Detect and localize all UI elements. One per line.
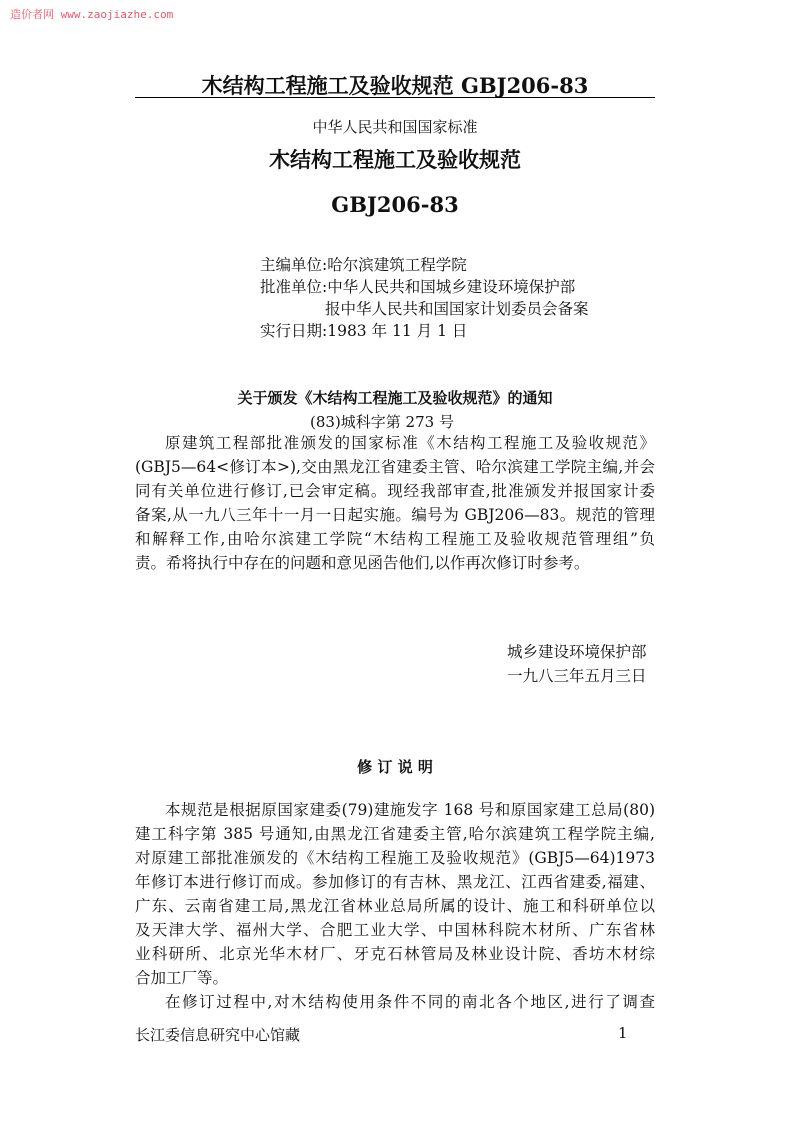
signature-org: 城乡建设环境保护部 [507,643,647,661]
footer-library: 长江委信息研究中心馆藏 [135,1026,301,1044]
effective-date: 实行日期:1983 年 11 月 1 日 [260,322,468,340]
document-code: GBJ206-83 [331,192,459,217]
notice-number: (83)城科字第 273 号 [310,413,454,431]
revision-line: 业科研所、北京光华木材厂、牙克石林管局及林业设计院、香坊木材综 [135,945,655,963]
notice-line: 原建筑工程部批准颁发的国家标准《木结构工程施工及验收规范》 [165,434,655,452]
revision-line: 广东、云南省建工局,黑龙江省林业总局所属的设计、施工和科研单位以 [135,897,655,915]
notice-line: (GBJ5—64<修订本>),交由黑龙江省建委主管、哈尔滨建工学院主编,并会 [135,458,655,476]
notice-line: 同有关单位进行修订,已会审定稿。现经我部审查,批准颁发并报国家计委 [135,482,655,500]
revision-line: 及天津大学、福州大学、合肥工业大学、中国林科院木材所、广东省林 [135,921,655,939]
revision-line: 建工科字第 385 号通知,由黑龙江省建委主管,哈尔滨建筑工程学院主编, [135,825,655,843]
notice-line: 和解释工作,由哈尔滨建工学院“木结构工程施工及验收规范管理组”负 [135,530,655,548]
approver-unit: 批准单位:中华人民共和国城乡建设环境保护部 [260,278,576,296]
national-standard-label: 中华人民共和国国家标准 [312,118,478,136]
signature-date: 一九八三年五月三日 [507,667,647,685]
revision-line: 在修订过程中,对木结构使用条件不同的南北各个地区,进行了调查 [165,993,655,1011]
revision-line: 年修订本进行修订而成。参加修订的有吉林、黑龙江、江西省建委,福建、 [135,873,655,891]
document-title: 木结构工程施工及验收规范 [269,147,521,172]
revision-line: 合加工厂等。 [135,969,229,987]
revision-title: 修 订 说 明 [357,758,433,776]
header-rule [135,97,655,98]
notice-line: 备案,从一九八三年十一月一日起实施。编号为 GBJ206—83。规范的管理 [135,506,655,524]
watermark: 造价者网 www.zaojiazhe.com [10,8,174,21]
editor-unit: 主编单位:哈尔滨建筑工程学院 [260,256,467,274]
notice-line: 责。希将执行中存在的问题和意见函告他们,以作再次修订时参考。 [135,554,590,572]
revision-line: 本规范是根据原国家建委(79)建施发字 168 号和原国家建工总局(80) [165,801,655,819]
notice-title: 关于颁发《木结构工程施工及验收规范》的通知 [237,389,553,407]
header-title: 木结构工程施工及验收规范 GBJ206-83 [201,73,589,98]
page-number: 1 [618,1024,628,1042]
revision-line: 对原建工部批准颁发的《木结构工程施工及验收规范》(GBJ5—64)1973 [135,849,655,867]
approver-unit-cont: 报中华人民共和国国家计划委员会备案 [325,300,589,318]
